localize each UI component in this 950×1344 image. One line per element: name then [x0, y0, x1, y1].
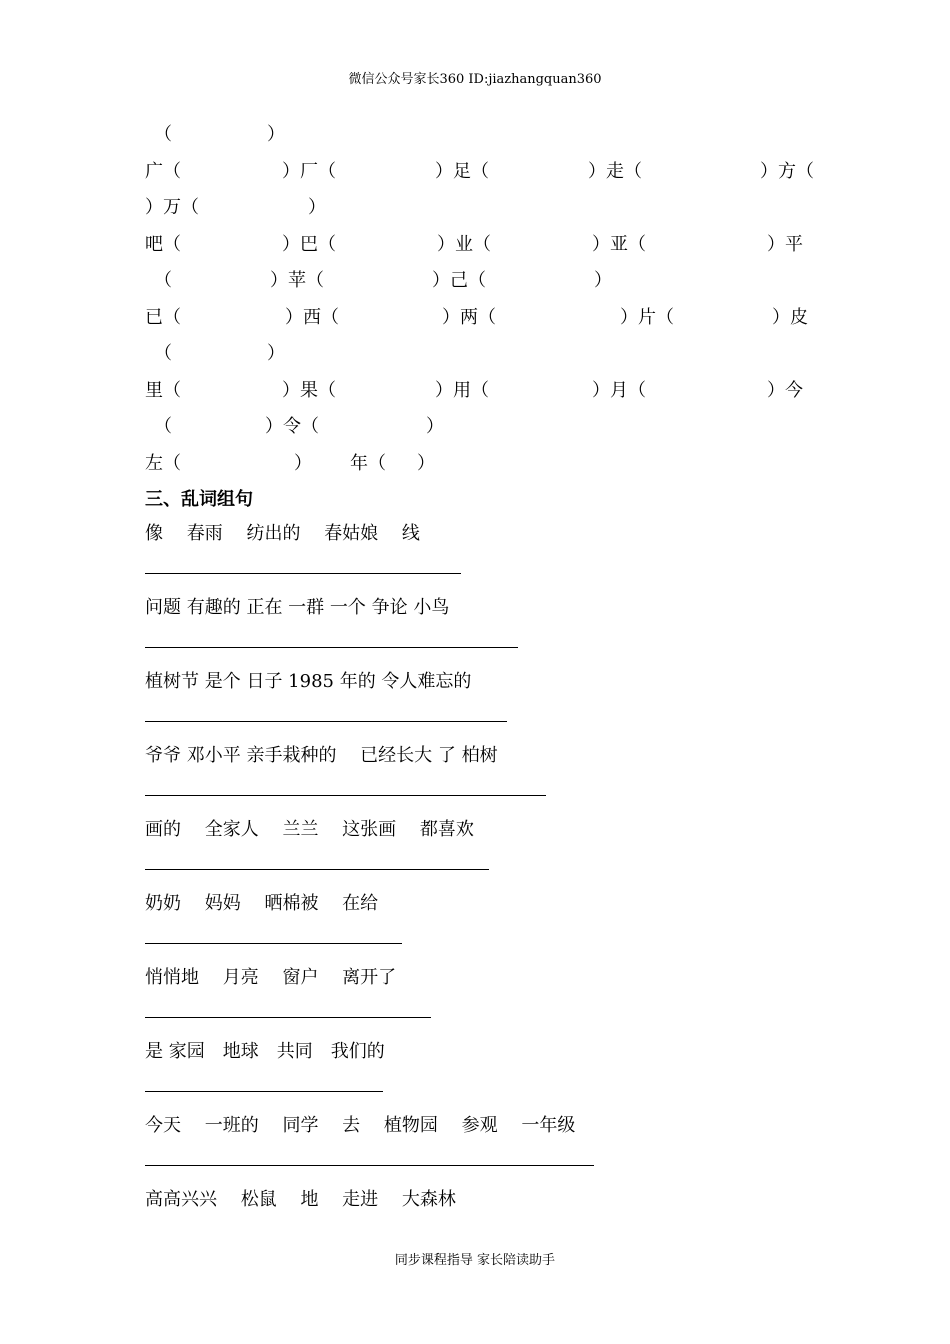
- scrambled-words: 是 家园 地球 共同 我们的: [145, 1041, 385, 1062]
- char-cell: 广（: [145, 160, 181, 182]
- answer-row: [145, 925, 810, 963]
- scrambled-words: 高高兴兴 松鼠 地 走进 大森林: [145, 1189, 456, 1210]
- char-row: [145, 120, 810, 157]
- char-cell: ）片（: [620, 306, 674, 328]
- char-cell: ）亚（: [592, 233, 646, 255]
- answer-row: [145, 777, 810, 815]
- char-cell: ）皮: [772, 306, 808, 328]
- char-cell: （: [154, 343, 172, 364]
- answer-row: [145, 555, 810, 593]
- char-cell: ）两（: [442, 306, 496, 328]
- char-cell: ）万（: [145, 197, 199, 218]
- char-row: [145, 376, 810, 413]
- char-cell: ）: [594, 270, 612, 291]
- answer-row: [145, 1073, 810, 1111]
- char-cell: ）厂（: [282, 160, 336, 182]
- page-header: 微信公众号家长360 ID:jiazhangquan360: [348, 72, 602, 87]
- answer-blank[interactable]: [145, 647, 518, 648]
- char-row: [145, 303, 810, 340]
- char-cell: ）: [308, 197, 326, 218]
- answer-blank[interactable]: [145, 795, 546, 796]
- char-cell: ）业（: [437, 233, 491, 255]
- scrambled-words: 奶奶 妈妈 晒棉被 在给: [145, 893, 379, 914]
- char-cell: ）月（: [592, 379, 646, 401]
- char-row: [145, 412, 810, 449]
- char-cell: 年（: [350, 452, 386, 474]
- page-footer: 同步课程指导 家长陪读助手: [394, 1253, 556, 1268]
- scrambled-words: 今天 一班的 同学 去 植物园 参观 一年级: [145, 1115, 576, 1136]
- answer-row: [145, 851, 810, 889]
- answer-row: [145, 703, 810, 741]
- char-cell: （: [154, 270, 172, 291]
- char-cell: ）苹（: [270, 270, 324, 291]
- answer-blank[interactable]: [145, 869, 489, 870]
- char-cell: 里（: [145, 379, 181, 401]
- char-cell: ）足（: [435, 160, 489, 182]
- char-cell: 吧（: [145, 233, 181, 255]
- answer-blank[interactable]: [145, 573, 461, 574]
- answer-blank[interactable]: [145, 943, 402, 944]
- char-cell: 左（: [145, 452, 181, 474]
- char-cell: ）: [294, 452, 312, 474]
- char-row: [145, 230, 810, 267]
- scrambled-words: 像 春雨 纺出的 春姑娘 线: [145, 523, 420, 544]
- char-row: [145, 266, 810, 303]
- char-cell: ）: [267, 124, 285, 145]
- answer-row: [145, 1147, 810, 1185]
- char-cell: ）: [417, 452, 435, 474]
- char-row: [145, 157, 814, 194]
- answer-row: [145, 629, 810, 667]
- answer-blank[interactable]: [145, 1091, 383, 1092]
- char-cell: ）令（: [265, 416, 319, 437]
- char-cell: ）今: [767, 379, 803, 401]
- char-cell: ）果（: [282, 379, 336, 401]
- scrambled-words: 画的 全家人 兰兰 这张画 都喜欢: [145, 819, 474, 840]
- char-cell: ）方（: [760, 160, 814, 182]
- char-row: [145, 449, 810, 486]
- char-cell: ）己（: [432, 270, 486, 291]
- char-cell: （: [154, 124, 172, 145]
- char-cell: ）巴（: [282, 233, 336, 255]
- char-row: [145, 339, 810, 376]
- scrambled-words: 爷爷 邓小平 亲手栽种的 已经长大 了 柏树: [145, 745, 498, 766]
- char-cell: ）走（: [588, 160, 642, 182]
- answer-blank[interactable]: [145, 1165, 594, 1166]
- char-cell: ）用（: [435, 379, 489, 401]
- answer-blank[interactable]: [145, 721, 507, 722]
- scrambled-words: 植树节 是个 日子 1985 年的 令人难忘的: [145, 671, 472, 692]
- char-cell: （: [154, 416, 172, 437]
- answer-blank[interactable]: [145, 1017, 431, 1018]
- answer-row: [145, 999, 810, 1037]
- scrambled-words: 问题 有趣的 正在 一群 一个 争论 小鸟: [145, 597, 450, 618]
- scrambled-words: 悄悄地 月亮 窗户 离开了: [145, 967, 397, 988]
- char-cell: ）平: [767, 233, 803, 255]
- char-cell: ）: [426, 416, 444, 437]
- char-cell: ）: [267, 343, 285, 364]
- char-cell: 已（: [145, 306, 181, 328]
- char-cell: ）西（: [285, 306, 339, 328]
- char-row: [145, 193, 810, 230]
- section-title: 三、乱词组句: [145, 489, 253, 510]
- worksheet-content: [145, 120, 814, 1221]
